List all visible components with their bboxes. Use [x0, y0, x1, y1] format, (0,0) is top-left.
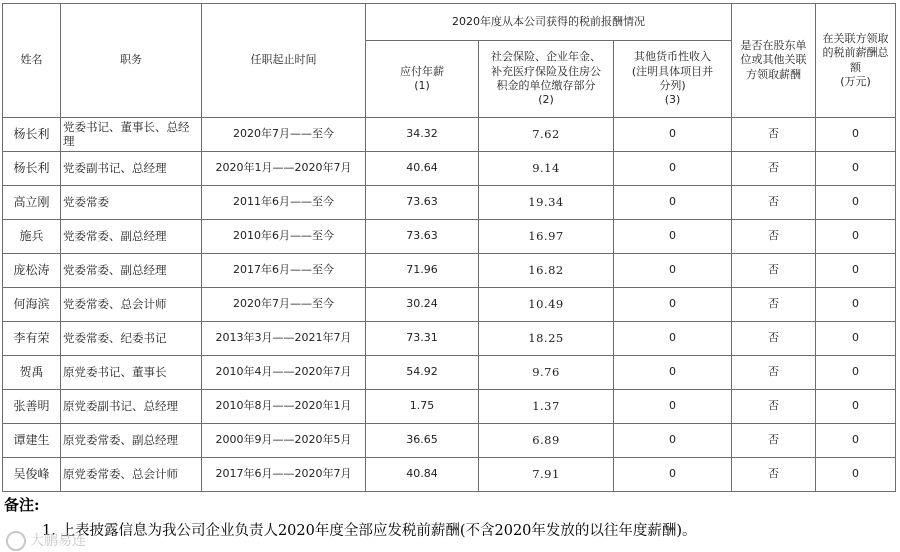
cell-tenure: 2010年4月——2020年7月: [202, 356, 366, 390]
cell-shareholder-pay: 否: [732, 390, 816, 424]
cell-other-income: 0: [614, 152, 732, 186]
cell-tenure: 2020年1月——2020年7月: [202, 152, 366, 186]
cell-salary: 73.63: [366, 186, 479, 220]
cell-related-party-pay: 0: [816, 458, 896, 492]
cell-insurance: 16.82: [479, 254, 614, 288]
cell-position: 原党委常委、副总经理: [61, 424, 202, 458]
header-shareholder-pay: 是否在股东单 位或其他关联 方领取薪酬: [732, 4, 816, 118]
cell-name: 何海滨: [3, 288, 61, 322]
cell-related-party-pay: 0: [816, 220, 896, 254]
cell-shareholder-pay: 否: [732, 186, 816, 220]
cell-related-party-pay: 0: [816, 152, 896, 186]
watermark-logo-icon: [6, 531, 26, 551]
cell-position: 党委常委: [61, 186, 202, 220]
cell-shareholder-pay: 否: [732, 118, 816, 152]
cell-tenure: 2000年9月——2020年5月: [202, 424, 366, 458]
cell-salary: 40.64: [366, 152, 479, 186]
cell-position: 原党委常委、总会计师: [61, 458, 202, 492]
cell-shareholder-pay: 否: [732, 458, 816, 492]
cell-other-income: 0: [614, 186, 732, 220]
cell-insurance: 9.14: [479, 152, 614, 186]
cell-position: 原党委书记、董事长: [61, 356, 202, 390]
cell-related-party-pay: 0: [816, 424, 896, 458]
header-annual-salary: 应付年薪 (1): [366, 41, 479, 118]
cell-other-income: 0: [614, 424, 732, 458]
cell-tenure: 2010年6月——至今: [202, 220, 366, 254]
cell-related-party-pay: 0: [816, 356, 896, 390]
notes-section: [4, 494, 894, 540]
table-row: [3, 390, 896, 424]
cell-position: 党委常委、副总经理: [61, 220, 202, 254]
cell-name: 吴俊峰: [3, 458, 61, 492]
cell-other-income: 0: [614, 220, 732, 254]
cell-name: 贺禹: [3, 356, 61, 390]
header-pre-tax-compensation-group: 2020年度从本公司获得的税前报酬情况: [366, 4, 732, 41]
cell-salary: 73.31: [366, 322, 479, 356]
cell-insurance: 9.76: [479, 356, 614, 390]
cell-tenure: 2010年8月——2020年1月: [202, 390, 366, 424]
table-row: [3, 152, 896, 186]
cell-position: 党委常委、副总经理: [61, 254, 202, 288]
cell-insurance: 7.62: [479, 118, 614, 152]
cell-position: 党委书记、董事长、总经理: [61, 118, 202, 152]
cell-tenure: 2020年7月——至今: [202, 288, 366, 322]
cell-shareholder-pay: 否: [732, 152, 816, 186]
table-row: [3, 424, 896, 458]
cell-name: 施兵: [3, 220, 61, 254]
header-other-income: 其他货币性收入 (注明具体项目并 分列) (3): [614, 41, 732, 118]
table-row: [3, 288, 896, 322]
cell-salary: 71.96: [366, 254, 479, 288]
cell-related-party-pay: 0: [816, 254, 896, 288]
cell-tenure: 2020年7月——至今: [202, 118, 366, 152]
cell-name: 庞松涛: [3, 254, 61, 288]
cell-other-income: 0: [614, 288, 732, 322]
header-tenure: 任职起止时间: [202, 4, 366, 118]
cell-tenure: 2011年6月——至今: [202, 186, 366, 220]
cell-name: 高立刚: [3, 186, 61, 220]
cell-insurance: 18.25: [479, 322, 614, 356]
cell-name: 李有荣: [3, 322, 61, 356]
cell-salary: 30.24: [366, 288, 479, 322]
cell-salary: 34.32: [366, 118, 479, 152]
cell-other-income: 0: [614, 322, 732, 356]
cell-insurance: 1.37: [479, 390, 614, 424]
header-related-party-pay: 在关联方领取 的税前薪酬总 额 (万元): [816, 4, 896, 118]
cell-related-party-pay: 0: [816, 322, 896, 356]
table-row: [3, 254, 896, 288]
table-row: [3, 220, 896, 254]
cell-tenure: 2013年3月——2021年7月: [202, 322, 366, 356]
cell-shareholder-pay: 否: [732, 254, 816, 288]
cell-insurance: 19.34: [479, 186, 614, 220]
table-row: [3, 186, 896, 220]
watermark: [6, 530, 86, 551]
table-row: [3, 322, 896, 356]
cell-shareholder-pay: 否: [732, 424, 816, 458]
cell-shareholder-pay: 否: [732, 288, 816, 322]
cell-other-income: 0: [614, 390, 732, 424]
cell-insurance: 6.89: [479, 424, 614, 458]
cell-related-party-pay: 0: [816, 288, 896, 322]
table-row: [3, 356, 896, 390]
header-position: 职务: [61, 4, 202, 118]
cell-other-income: 0: [614, 458, 732, 492]
header-name: 姓名: [3, 4, 61, 118]
cell-tenure: 2017年6月——2020年7月: [202, 458, 366, 492]
cell-name: 张善明: [3, 390, 61, 424]
header-insurance-contributions: 社会保险、企业年金、 补充医疗保险及住房公 积金的单位缴存部分 (2): [479, 41, 614, 118]
cell-insurance: 7.91: [479, 458, 614, 492]
cell-shareholder-pay: 否: [732, 220, 816, 254]
cell-position: 党委副书记、总经理: [61, 152, 202, 186]
cell-insurance: 16.97: [479, 220, 614, 254]
cell-position: 原党委副书记、总经理: [61, 390, 202, 424]
cell-other-income: 0: [614, 118, 732, 152]
compensation-table: [2, 3, 896, 492]
cell-shareholder-pay: 否: [732, 356, 816, 390]
notes-title: 备注:: [4, 496, 40, 514]
watermark-text: 大鹏易连: [30, 533, 86, 549]
cell-name: 谭建生: [3, 424, 61, 458]
cell-salary: 40.84: [366, 458, 479, 492]
cell-related-party-pay: 0: [816, 390, 896, 424]
cell-salary: 1.75: [366, 390, 479, 424]
cell-insurance: 10.49: [479, 288, 614, 322]
cell-salary: 36.65: [366, 424, 479, 458]
cell-position: 党委常委、纪委书记: [61, 322, 202, 356]
cell-related-party-pay: 0: [816, 186, 896, 220]
cell-other-income: 0: [614, 254, 732, 288]
cell-tenure: 2017年6月——至今: [202, 254, 366, 288]
cell-salary: 54.92: [366, 356, 479, 390]
table-row: [3, 118, 896, 152]
note-line-1: 1. 上表披露信息为我公司企业负责人2020年度全部应发税前薪酬(不含2020年发放的以往年度薪酬)。: [42, 523, 697, 539]
cell-related-party-pay: 0: [816, 118, 896, 152]
cell-name: 杨长利: [3, 118, 61, 152]
cell-other-income: 0: [614, 356, 732, 390]
table-row: [3, 458, 896, 492]
cell-shareholder-pay: 否: [732, 322, 816, 356]
cell-salary: 73.63: [366, 220, 479, 254]
cell-position: 党委常委、总会计师: [61, 288, 202, 322]
cell-name: 杨长利: [3, 152, 61, 186]
